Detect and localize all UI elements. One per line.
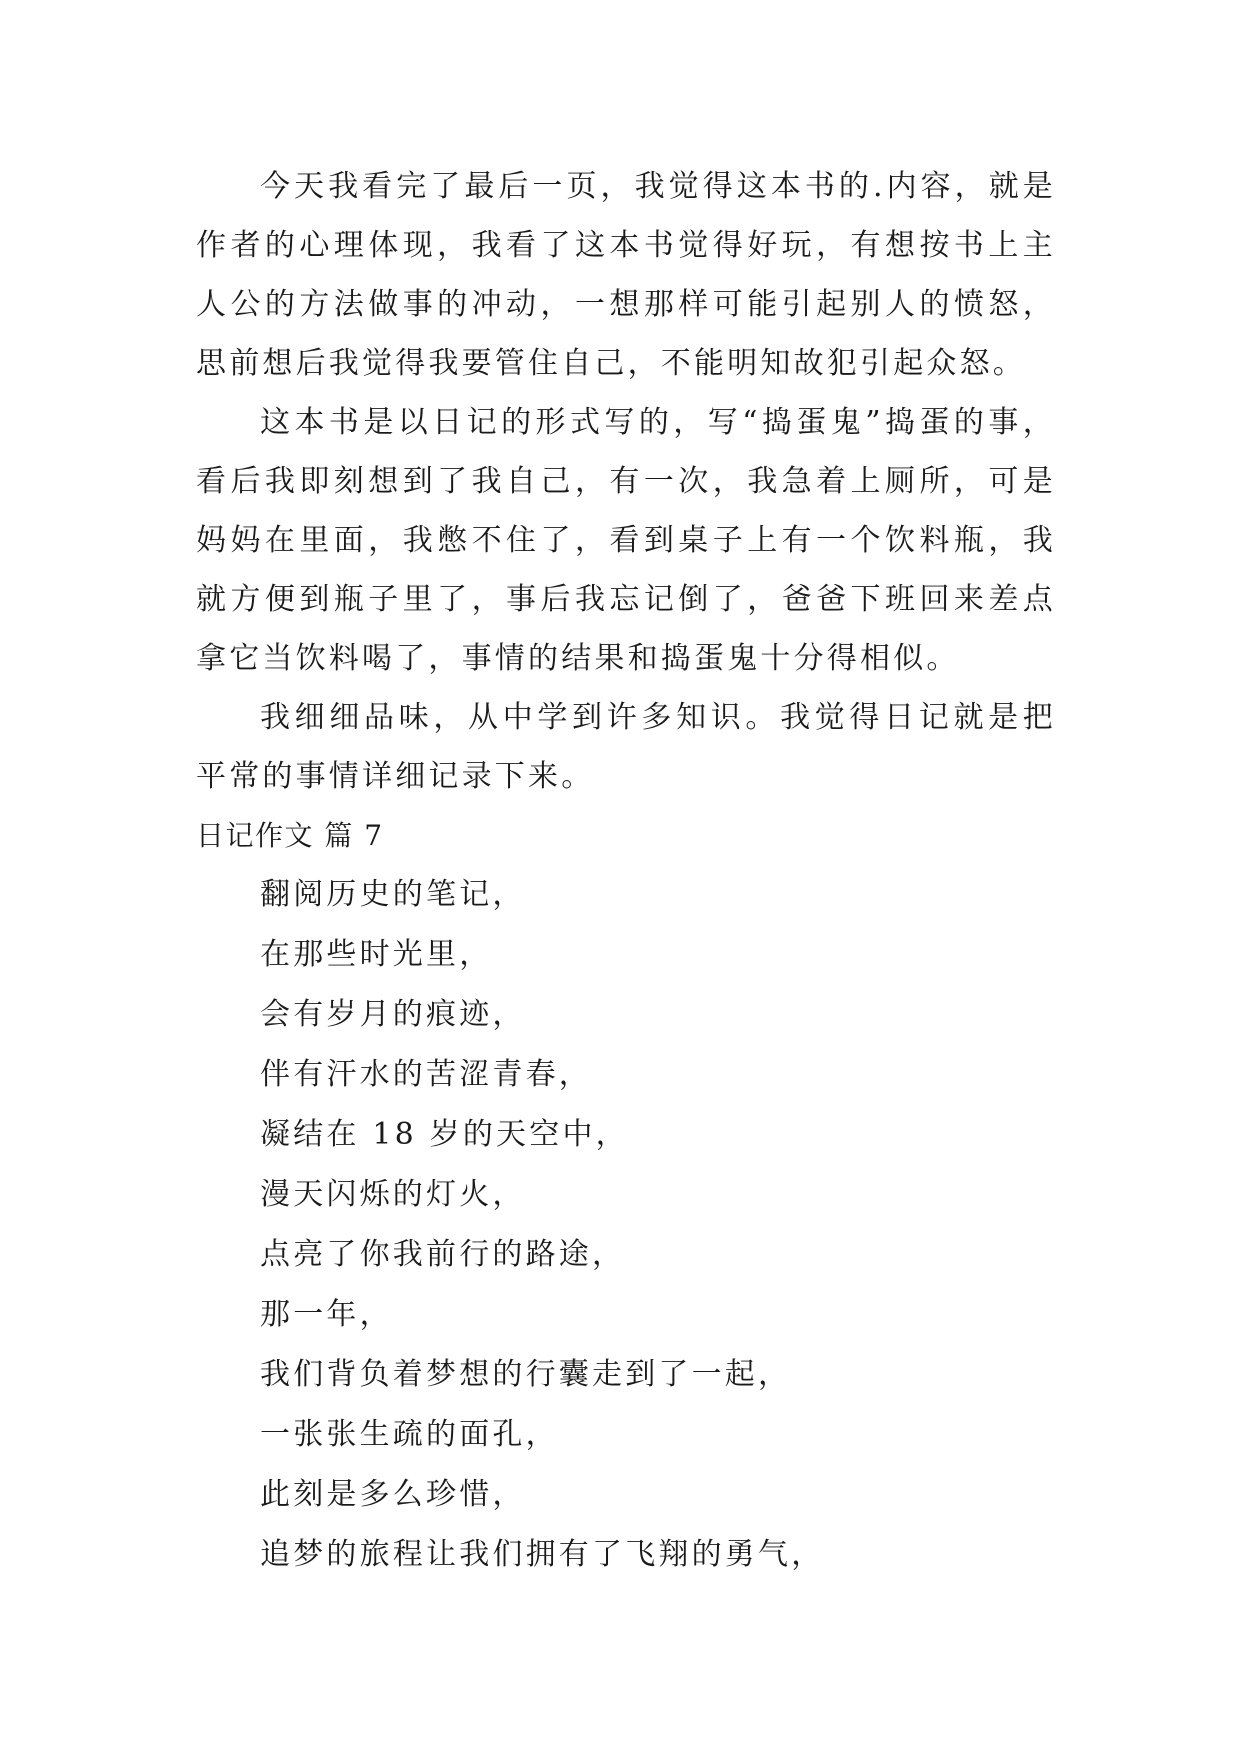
paragraph-1: 今天我看完了最后一页，我觉得这本书的.内容，就是作者的心理体现，我看了这本书觉得好玩，有想按书上主人公的方法做事的冲动，一想那样可能引起别人的愤怒，思前想后我觉得我要管住自己，不能明知故犯引起众怒。 bbox=[196, 169, 1056, 381]
poem-line: 点亮了你我前行的路途， bbox=[260, 1237, 626, 1272]
poem-line: 翻阅历史的笔记， bbox=[260, 877, 526, 912]
poem-line: 会有岁月的痕迹， bbox=[260, 997, 526, 1032]
poem-line: 我们背负着梦想的行囊走到了一起， bbox=[260, 1357, 792, 1392]
document-body bbox=[196, 157, 1056, 1585]
poem bbox=[196, 865, 1056, 1585]
poem-line: 凝结在 18 岁的天空中， bbox=[260, 1117, 629, 1152]
paragraph-3: 我细细品味，从中学到许多知识。我觉得日记就是把平常的事情详细记录下来。 bbox=[196, 700, 1056, 794]
poem-line: 此刻是多么珍惜， bbox=[260, 1477, 526, 1512]
poem-line: 一张张生疏的面孔， bbox=[260, 1417, 559, 1452]
poem-line: 在那些时光里， bbox=[260, 937, 493, 972]
section-heading: 日记作文 篇 7 bbox=[196, 819, 384, 852]
poem-line: 那一年， bbox=[260, 1297, 393, 1332]
poem-line: 伴有汗水的苦涩青春， bbox=[260, 1057, 592, 1092]
poem-line: 漫天闪烁的灯火， bbox=[260, 1177, 526, 1212]
paragraph-2: 这本书是以日记的形式写的，写“捣蛋鬼”捣蛋的事，看后我即刻想到了我自己，有一次，我急着上厕所，可是妈妈在里面，我憋不住了，看到桌子上有一个饮料瓶，我就方便到瓶子里了，事后我忘记倒了，爸爸下班回来差点拿它当饮料喝了，事情的结果和捣蛋鬼十分得相似。 bbox=[196, 405, 1056, 676]
poem-line: 追梦的旅程让我们拥有了飞翔的勇气， bbox=[260, 1537, 825, 1572]
